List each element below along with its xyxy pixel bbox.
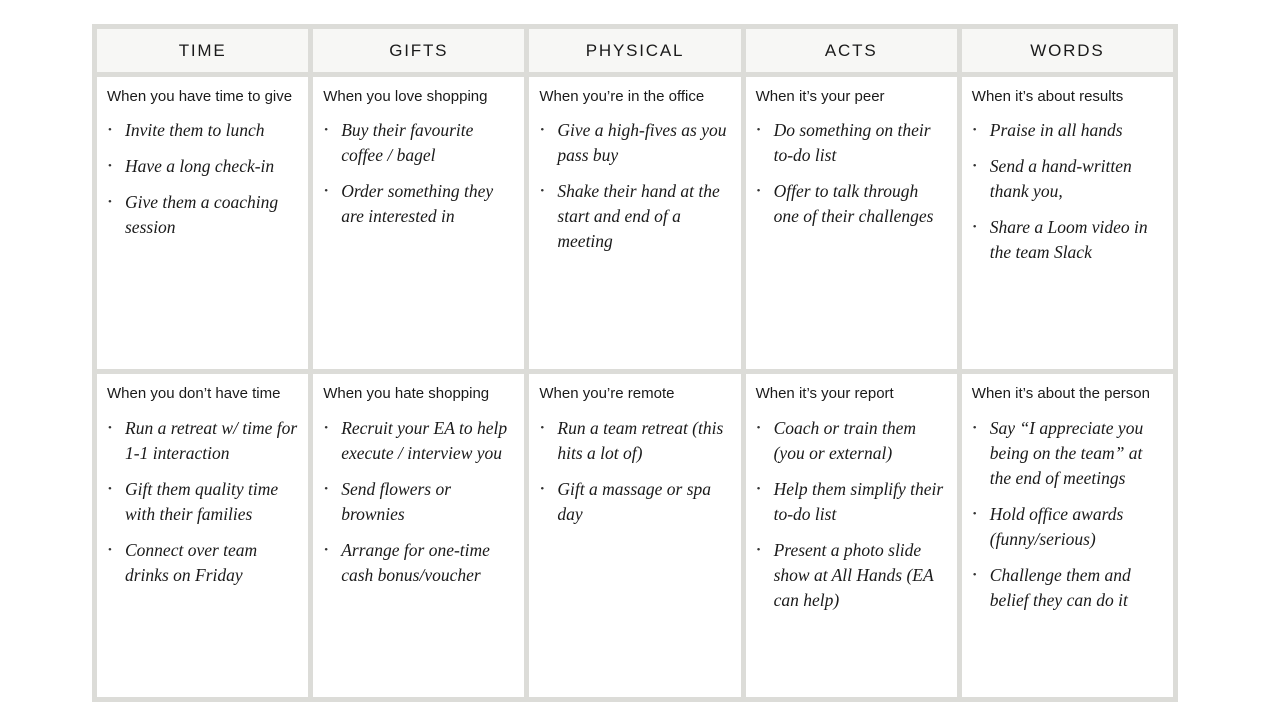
list-item: • Order something they are interested in (323, 179, 514, 229)
item-list (323, 118, 514, 229)
list-item: • Invite them to lunch (107, 118, 298, 143)
list-item: • Connect over team drinks on Friday (107, 538, 298, 588)
list-item: • Gift them quality time with their families (107, 477, 298, 527)
list-item: • Recruit your EA to help execute / interview you (323, 416, 514, 466)
header-acts: ACTS (746, 29, 957, 72)
list-item: • Send flowers or brownies (323, 477, 514, 527)
cell-gifts-top (313, 77, 524, 369)
list-item: • Shake their hand at the start and end of a meeting (539, 179, 730, 254)
cell-time-top (97, 77, 308, 369)
item-list (756, 118, 947, 229)
list-item: • Have a long check-in (107, 154, 298, 179)
cell-words-top (962, 77, 1173, 369)
list-item: • Present a photo slide show at All Hands (EA can help) (756, 538, 947, 613)
cell-time-bottom (97, 374, 308, 697)
list-item: • Challenge them and belief they can do it (972, 563, 1163, 613)
cell-title: When you’re in the office (539, 88, 705, 105)
header-gifts: GIFTS (313, 29, 524, 72)
cell-title: When you have time to give (107, 88, 293, 105)
list-item: • Gift a massage or spa day (539, 477, 730, 527)
list-item: • Give them a coaching session (107, 190, 298, 240)
list-item: • Help them simplify their to-do list (756, 477, 947, 527)
cell-title: When you don’t have time (107, 385, 281, 402)
item-list (107, 118, 298, 240)
cell-title: When you love shopping (323, 88, 488, 105)
love-languages-table (92, 24, 1178, 702)
cell-physical-top (529, 77, 740, 369)
item-list (323, 416, 514, 588)
item-list (107, 416, 298, 588)
list-item: • Give a high-fives as you pass buy (539, 118, 730, 168)
cell-acts-bottom (746, 374, 957, 697)
list-item: • Coach or train them (you or external) (756, 416, 947, 466)
list-item: • Run a team retreat (this hits a lot of) (539, 416, 730, 466)
item-list (756, 416, 947, 613)
list-item: • Run a retreat w/ time for 1-1 interaction (107, 416, 298, 466)
item-list (539, 118, 730, 254)
cell-physical-bottom (529, 374, 740, 697)
header-words: WORDS (962, 29, 1173, 72)
header-physical: PHYSICAL (529, 29, 740, 72)
list-item: • Hold office awards (funny/serious) (972, 502, 1163, 552)
list-item: • Say “I appreciate you being on the team” at the end of meetings (972, 416, 1163, 491)
list-item: • Send a hand-written thank you, (972, 154, 1163, 204)
item-list (972, 416, 1163, 613)
list-item: • Offer to talk through one of their challenges (756, 179, 947, 229)
header-time: TIME (97, 29, 308, 72)
cell-title: When it’s about results (971, 88, 1124, 105)
list-item: • Arrange for one-time cash bonus/voucher (323, 538, 514, 588)
item-list (972, 118, 1163, 265)
item-list (539, 416, 730, 527)
cell-title: When you hate shopping (323, 385, 490, 402)
list-item: • Do something on their to-do list (756, 118, 947, 168)
list-item: • Praise in all hands (972, 118, 1163, 143)
cell-acts-top (746, 77, 957, 369)
list-item: • Buy their favourite coffee / bagel (323, 118, 514, 168)
cell-words-bottom (962, 374, 1173, 697)
cell-title: When it’s about the person (971, 385, 1150, 402)
cell-gifts-bottom (313, 374, 524, 697)
cell-title: When it’s your peer (755, 88, 885, 105)
list-item: • Share a Loom video in the team Slack (972, 215, 1163, 265)
cell-title: When you’re remote (539, 385, 675, 402)
cell-title: When it’s your report (755, 385, 894, 402)
